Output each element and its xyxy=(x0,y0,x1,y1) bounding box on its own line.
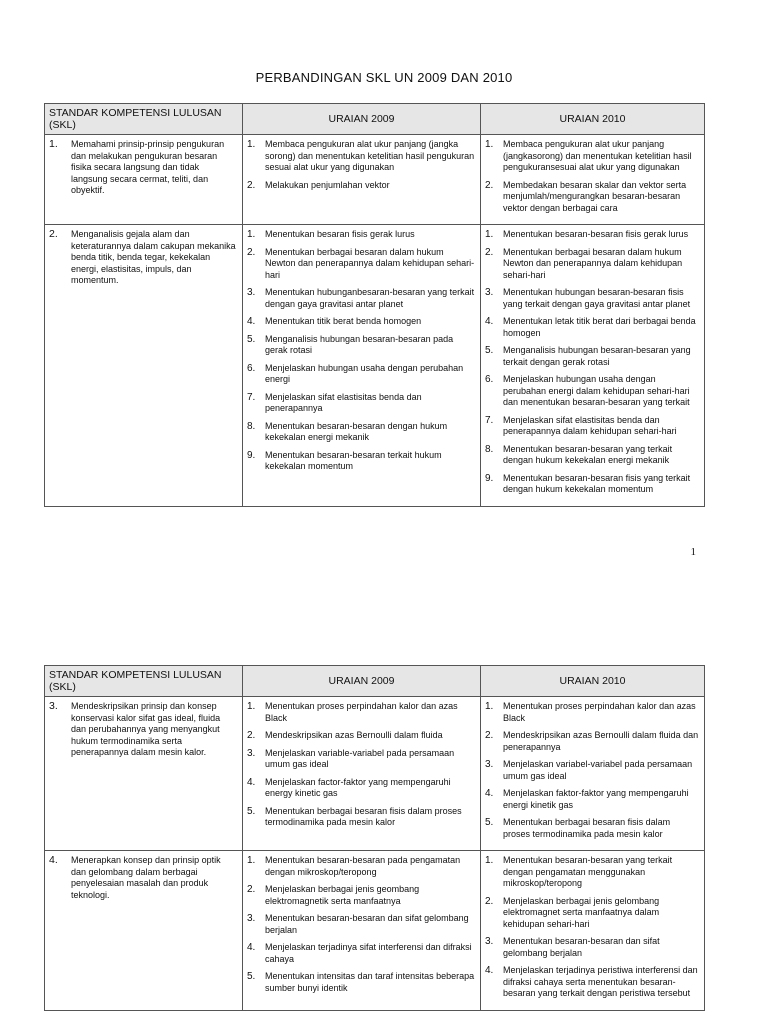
page-title: PERBANDINGAN SKL UN 2009 DAN 2010 xyxy=(255,70,513,85)
list-item xyxy=(485,817,699,840)
uraian-2009-cell xyxy=(243,135,481,225)
page-number: 1 xyxy=(690,546,696,558)
item-text: Mendeskripsikan azas Bernoulli dalam fluida xyxy=(265,730,443,740)
item-number: 7. xyxy=(247,391,256,403)
header-uraian-2010: URAIAN 2010 xyxy=(481,104,705,135)
skl-description: Mendeskripsikan prinsip dan konsep konservasi kalor sifat gas ideal, fluida dan perubahannya yang menyangkut hukum termodinamika serta penerapannya dalam mesin kalor. xyxy=(71,701,221,757)
skl-description: Menganalisis gejala alam dan keteraturannya dalam cakupan mekanika benda titik, benda tegar, kekekalan energi, elastisitas, impuls, dan momentum. xyxy=(71,229,236,285)
item-text: Menentukan besaran-besaran yang terkait dengan hukum kekekalan energi mekanik xyxy=(503,443,673,465)
item-text: Menentukan letak titik berat dari berbagai benda homogen xyxy=(503,316,696,338)
item-number: 9. xyxy=(485,472,494,484)
item-number: 5. xyxy=(247,333,256,345)
skl-description: Memahami prinsip-prinsip pengukuran dan melakukan pengukuran besaran fisika secara langsung dan tidak langsung secara cermat, teliti, dan obyektif. xyxy=(71,139,225,195)
list-item xyxy=(485,247,699,282)
item-text: Menentukan besaran-besaran dan sifat gelombang berjalan xyxy=(503,936,660,958)
table-header-row xyxy=(45,104,705,135)
item-text: Menentukan berbagai besaran fisis dalam proses termodinamika pada mesin kalor xyxy=(503,817,671,839)
table-header-row xyxy=(45,666,705,697)
table-row xyxy=(45,135,705,225)
list-item xyxy=(485,936,699,959)
list-item xyxy=(485,965,699,1000)
item-number: 4. xyxy=(485,965,494,976)
list-item xyxy=(247,701,475,724)
item-text: Menjelaskan sifat elastisitas benda dan penerapannya xyxy=(265,391,422,413)
item-text: Menentukan besaran-besaran dan sifat gelombang berjalan xyxy=(265,913,469,935)
item-number: 1. xyxy=(247,139,256,150)
list-item xyxy=(247,730,475,742)
item-text: Menjelaskan factor-faktor yang mempengaruhi energy kinetic gas xyxy=(265,776,451,798)
item-number: 1. xyxy=(247,229,256,240)
item-text: Menentukan hubunganbesaran-besaran yang terkait dengan gaya gravitasi antar planet xyxy=(265,287,475,309)
item-number: 3. xyxy=(247,287,256,298)
uraian-2009-cell xyxy=(243,225,481,507)
uraian-2009-cell xyxy=(243,697,481,851)
indicator-list xyxy=(485,229,699,496)
item-text: Menentukan berbagai besaran fisis dalam proses termodinamika pada mesin kalor xyxy=(265,805,462,827)
skl-cell-container xyxy=(45,135,243,225)
item-text: Membaca pengukuran alat ukur panjang (jangkasorong) dan menentukan ketelitian hasil pengukuransesuai alat ukur yang digunakan xyxy=(503,139,692,172)
item-number: 1. xyxy=(247,701,256,712)
skl-number: 4. xyxy=(49,854,58,866)
list-item xyxy=(485,855,699,890)
item-number: 7. xyxy=(485,414,494,426)
skl-cell xyxy=(49,701,237,759)
item-number: 2. xyxy=(247,730,256,741)
table-row xyxy=(45,225,705,507)
item-number: 4. xyxy=(247,942,256,953)
skl-number: 1. xyxy=(49,138,58,150)
item-text: Menentukan berbagai besaran dalam hukum Newton dan penerapannya dalam kehidupan sehari-hari xyxy=(503,246,683,280)
list-item xyxy=(247,229,475,241)
table-row xyxy=(45,851,705,1011)
list-item xyxy=(485,788,699,811)
skl-cell xyxy=(49,139,237,197)
item-text: Menjelaskan hubungan usaha dengan perubahan energi dalam kehidupan sehari-hari dan menentukan besaran-besaran yang terkait xyxy=(503,374,690,407)
item-number: 5. xyxy=(485,345,494,356)
item-number: 1. xyxy=(247,855,256,866)
list-item xyxy=(485,316,699,339)
item-text: Membaca pengukuran alat ukur panjang (jangka sorong) dan menentukan ketelitian hasil pengukuran sesuai alat ukur yang digunakan xyxy=(265,139,475,172)
header-skl: STANDAR KOMPETENSI LULUSAN (SKL) xyxy=(45,666,243,697)
item-text: Menjelaskan sifat elastisitas benda dan penerapannya dalam kehidupan sehari-hari xyxy=(503,414,677,436)
item-number: 5. xyxy=(247,971,256,982)
item-text: Menentukan intensitas dan taraf intensitas beberapa sumber bunyi identik xyxy=(265,971,475,993)
indicator-list xyxy=(247,855,475,994)
item-text: Menentukan besaran-besaran terkait hukum kekekalan momentum xyxy=(265,449,442,471)
item-text: Menentukan besaran-besaran fisis yang terkait dengan hukum kekekalan momentum xyxy=(503,472,691,494)
uraian-2010-cell xyxy=(481,697,705,851)
list-item xyxy=(247,363,475,386)
item-number: 2. xyxy=(247,246,256,258)
list-item xyxy=(247,855,475,878)
item-number: 6. xyxy=(485,374,494,385)
item-number: 6. xyxy=(247,362,256,374)
uraian-2010-cell xyxy=(481,135,705,225)
list-item xyxy=(247,806,475,829)
list-item xyxy=(247,748,475,771)
item-text: Menganalisis hubungan besaran-besaran pada gerak rotasi xyxy=(265,333,454,355)
list-item xyxy=(485,287,699,310)
item-number: 1. xyxy=(485,229,494,240)
item-number: 2. xyxy=(485,179,494,191)
list-item xyxy=(247,180,475,192)
list-item xyxy=(247,421,475,444)
skl-cell-container xyxy=(45,851,243,1011)
item-number: 2. xyxy=(485,246,494,258)
comparison-table-1 xyxy=(44,103,705,507)
indicator-list xyxy=(247,139,475,191)
item-number: 4. xyxy=(247,776,256,788)
list-item xyxy=(485,345,699,368)
indicator-list xyxy=(485,139,699,214)
uraian-2010-cell xyxy=(481,225,705,507)
item-text: Menjelaskan variabel-variabel pada persamaan umum gas ideal xyxy=(503,759,693,781)
header-uraian-2009: URAIAN 2009 xyxy=(243,104,481,135)
skl-cell-container xyxy=(45,697,243,851)
item-number: 2. xyxy=(247,884,256,895)
item-text: Menentukan berbagai besaran dalam hukum Newton dan penerapannya dalam kehidupan sehari-hari xyxy=(265,246,475,280)
item-number: 1. xyxy=(485,855,494,866)
item-number: 3. xyxy=(247,913,256,924)
item-number: 5. xyxy=(247,805,256,817)
list-item xyxy=(485,180,699,215)
header-skl: STANDAR KOMPETENSI LULUSAN (SKL) xyxy=(45,104,243,135)
item-number: 2. xyxy=(485,895,494,907)
item-number: 1. xyxy=(485,701,494,712)
list-item xyxy=(247,450,475,473)
item-text: Menentukan hubungan besaran-besaran fisis yang terkait dengan gaya gravitasi antar planet xyxy=(503,287,691,309)
item-text: Menentukan besaran-besaran yang terkait dengan pengamatan menggunakan mikroskop/teropong xyxy=(503,855,673,888)
list-item xyxy=(485,759,699,782)
item-number: 1. xyxy=(485,139,494,150)
list-item xyxy=(247,247,475,282)
list-item xyxy=(485,473,699,496)
indicator-list xyxy=(247,229,475,473)
item-text: Membedakan besaran skalar dan vektor serta menjumlah/mengurangkan besaran-besaran vektor dengan berbagai cara xyxy=(503,179,687,213)
indicator-list xyxy=(485,855,699,1000)
comparison-table-2 xyxy=(44,665,705,1011)
item-number: 2. xyxy=(247,179,256,191)
item-text: Menentukan besaran fisis gerak lurus xyxy=(265,229,415,239)
item-number: 3. xyxy=(485,936,494,947)
item-number: 4. xyxy=(247,316,256,327)
item-text: Menganalisis hubungan besaran-besaran yang terkait dengan gerak rotasi xyxy=(503,345,691,367)
item-text: Menjelaskan berbagai jenis gelombang elektromagnet serta manfaatnya dalam kehidupan sehari-hari xyxy=(503,895,660,929)
list-item xyxy=(485,229,699,241)
list-item xyxy=(485,701,699,724)
list-item xyxy=(247,334,475,357)
skl-description: Menerapkan konsep dan prinsip optik dan gelombang dalam berbagai penyelesaian masalah dan produk teknologi. xyxy=(71,855,221,900)
skl-cell-container xyxy=(45,225,243,507)
item-text: Melakukan penjumlahan vektor xyxy=(265,179,390,190)
uraian-2009-cell xyxy=(243,851,481,1011)
list-item xyxy=(485,139,699,174)
item-text: Menentukan proses perpindahan kalor dan azas Black xyxy=(265,701,458,723)
item-text: Menjelaskan berbagai jenis geombang elektromagnetik serta manfaatnya xyxy=(265,884,420,906)
item-text: Menentukan proses perpindahan kalor dan azas Black xyxy=(503,701,696,723)
item-text: Menjelaskan faktor-faktor yang mempengaruhi energi kinetik gas xyxy=(503,788,689,810)
list-item xyxy=(247,971,475,994)
uraian-2010-cell xyxy=(481,851,705,1011)
skl-cell xyxy=(49,229,237,287)
header-uraian-2009: URAIAN 2009 xyxy=(243,666,481,697)
list-item xyxy=(485,730,699,753)
skl-cell xyxy=(49,855,237,901)
item-number: 3. xyxy=(485,759,494,770)
list-item xyxy=(247,316,475,328)
item-number: 9. xyxy=(247,449,256,461)
list-item xyxy=(247,139,475,174)
item-text: Menjelaskan hubungan usaha dengan perubahan energi xyxy=(265,362,464,384)
item-text: Menentukan besaran-besaran fisis gerak lurus xyxy=(503,229,689,239)
item-number: 3. xyxy=(485,287,494,298)
item-number: 4. xyxy=(485,788,494,799)
item-text: Menjelaskan terjadinya peristiwa interferensi dan difraksi cahaya serta menentukan besaran-besaran yang terkait dengan peristiwa tersebut xyxy=(503,965,698,998)
list-item xyxy=(247,777,475,800)
item-text: Menjelaskan variable-variabel pada persamaan umum gas ideal xyxy=(265,747,455,769)
item-number: 2. xyxy=(485,730,494,741)
item-number: 8. xyxy=(485,443,494,455)
list-item xyxy=(485,896,699,931)
list-item xyxy=(485,374,699,409)
item-number: 4. xyxy=(485,316,494,327)
list-item xyxy=(247,392,475,415)
skl-number: 2. xyxy=(49,228,58,240)
indicator-list xyxy=(485,701,699,840)
header-uraian-2010: URAIAN 2010 xyxy=(481,666,705,697)
indicator-list xyxy=(247,701,475,829)
list-item xyxy=(485,415,699,438)
item-text: Mendeskripsikan azas Bernoulli dalam fluida dan penerapannya xyxy=(503,730,699,752)
item-text: Menentukan besaran-besaran pada pengamatan dengan mikroskop/teropong xyxy=(265,855,461,877)
item-number: 5. xyxy=(485,817,494,828)
list-item xyxy=(247,287,475,310)
skl-number: 3. xyxy=(49,700,58,712)
list-item xyxy=(247,913,475,936)
list-item xyxy=(247,942,475,965)
item-number: 3. xyxy=(247,747,256,759)
item-text: Menjelaskan terjadinya sifat interferensi dan difraksi cahaya xyxy=(265,942,472,964)
table-row xyxy=(45,697,705,851)
item-text: Menentukan titik berat benda homogen xyxy=(265,316,422,326)
item-number: 8. xyxy=(247,420,256,432)
list-item xyxy=(247,884,475,907)
list-item xyxy=(485,444,699,467)
item-text: Menentukan besaran-besaran dengan hukum kekekalan energi mekanik xyxy=(265,420,448,442)
